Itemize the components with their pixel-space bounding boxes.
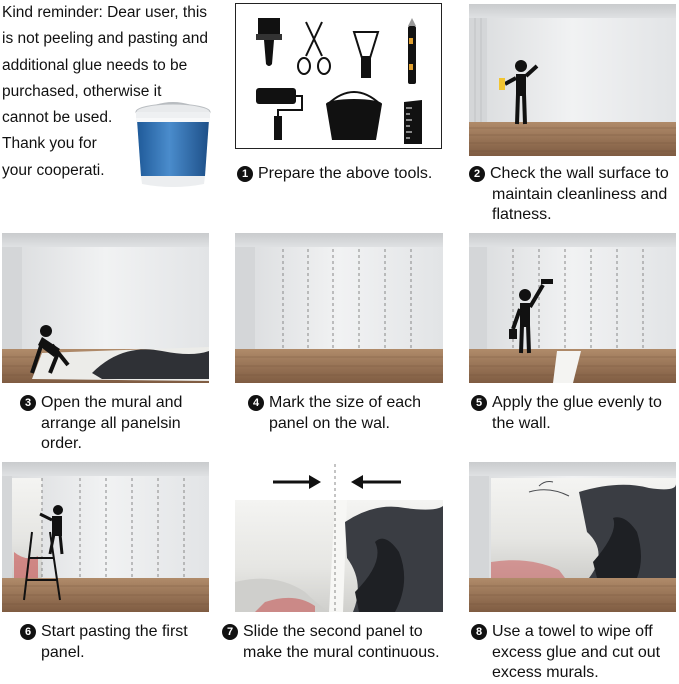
step-number-badge: 4 xyxy=(248,395,264,411)
ruler-icon xyxy=(404,100,422,144)
reminder-line: Kind reminder: Dear user, this xyxy=(2,4,208,21)
room-image-step-5 xyxy=(469,233,676,383)
step-6-caption: 6 Start pasting the first panel. xyxy=(20,622,230,663)
step-number-badge: 7 xyxy=(222,624,238,640)
room-image-step-6 xyxy=(2,462,209,612)
tools-panel xyxy=(235,3,442,149)
reminder-line: is not peeling and pasting and xyxy=(2,30,208,48)
step-7-caption: 7 Slide the second panel to make the mural continuous. xyxy=(222,622,462,663)
step-number-badge: 2 xyxy=(469,166,485,182)
step-number-badge: 8 xyxy=(471,624,487,640)
step-number-badge: 6 xyxy=(20,624,36,640)
room-image-step-2 xyxy=(469,4,676,156)
step-number-badge: 1 xyxy=(237,166,253,182)
step-2-caption: 2 Check the wall surface to maintain cleanliness and flatness. xyxy=(469,164,679,226)
reminder-line: purchased, otherwise it xyxy=(2,82,162,100)
step-4-caption: 4 Mark the size of each panel on the wal. xyxy=(248,393,458,434)
room-image-step-4 xyxy=(235,233,443,383)
mural-closeup-step-7 xyxy=(235,462,443,612)
bucket-icon xyxy=(326,92,382,140)
glue-bucket-icon xyxy=(132,98,214,190)
step-5-caption: 5 Apply the glue evenly to the wall. xyxy=(471,393,679,434)
room-image-step-8 xyxy=(469,462,676,612)
step-number-badge: 5 xyxy=(471,395,487,411)
reminder-line: your cooperati. xyxy=(2,161,105,179)
scraper-icon xyxy=(354,32,378,78)
step-1-caption: 1 Prepare the above tools. xyxy=(237,164,462,185)
room-image-step-3 xyxy=(2,233,209,383)
utility-knife-icon xyxy=(408,18,416,84)
reminder-line: Thank you for xyxy=(2,135,97,153)
paint-brush-icon xyxy=(256,18,282,66)
paint-roller-icon xyxy=(256,88,302,140)
step-number-badge: 3 xyxy=(20,395,36,411)
scissors-icon xyxy=(298,22,330,74)
reminder-line: cannot be used. xyxy=(2,109,113,127)
step-3-caption: 3 Open the mural and arrange all panelsin order. xyxy=(20,393,230,455)
reminder-line: additional glue needs to be xyxy=(2,56,188,74)
step-8-caption: 8 Use a towel to wipe off excess glue and cut out excess murals. xyxy=(471,622,679,684)
